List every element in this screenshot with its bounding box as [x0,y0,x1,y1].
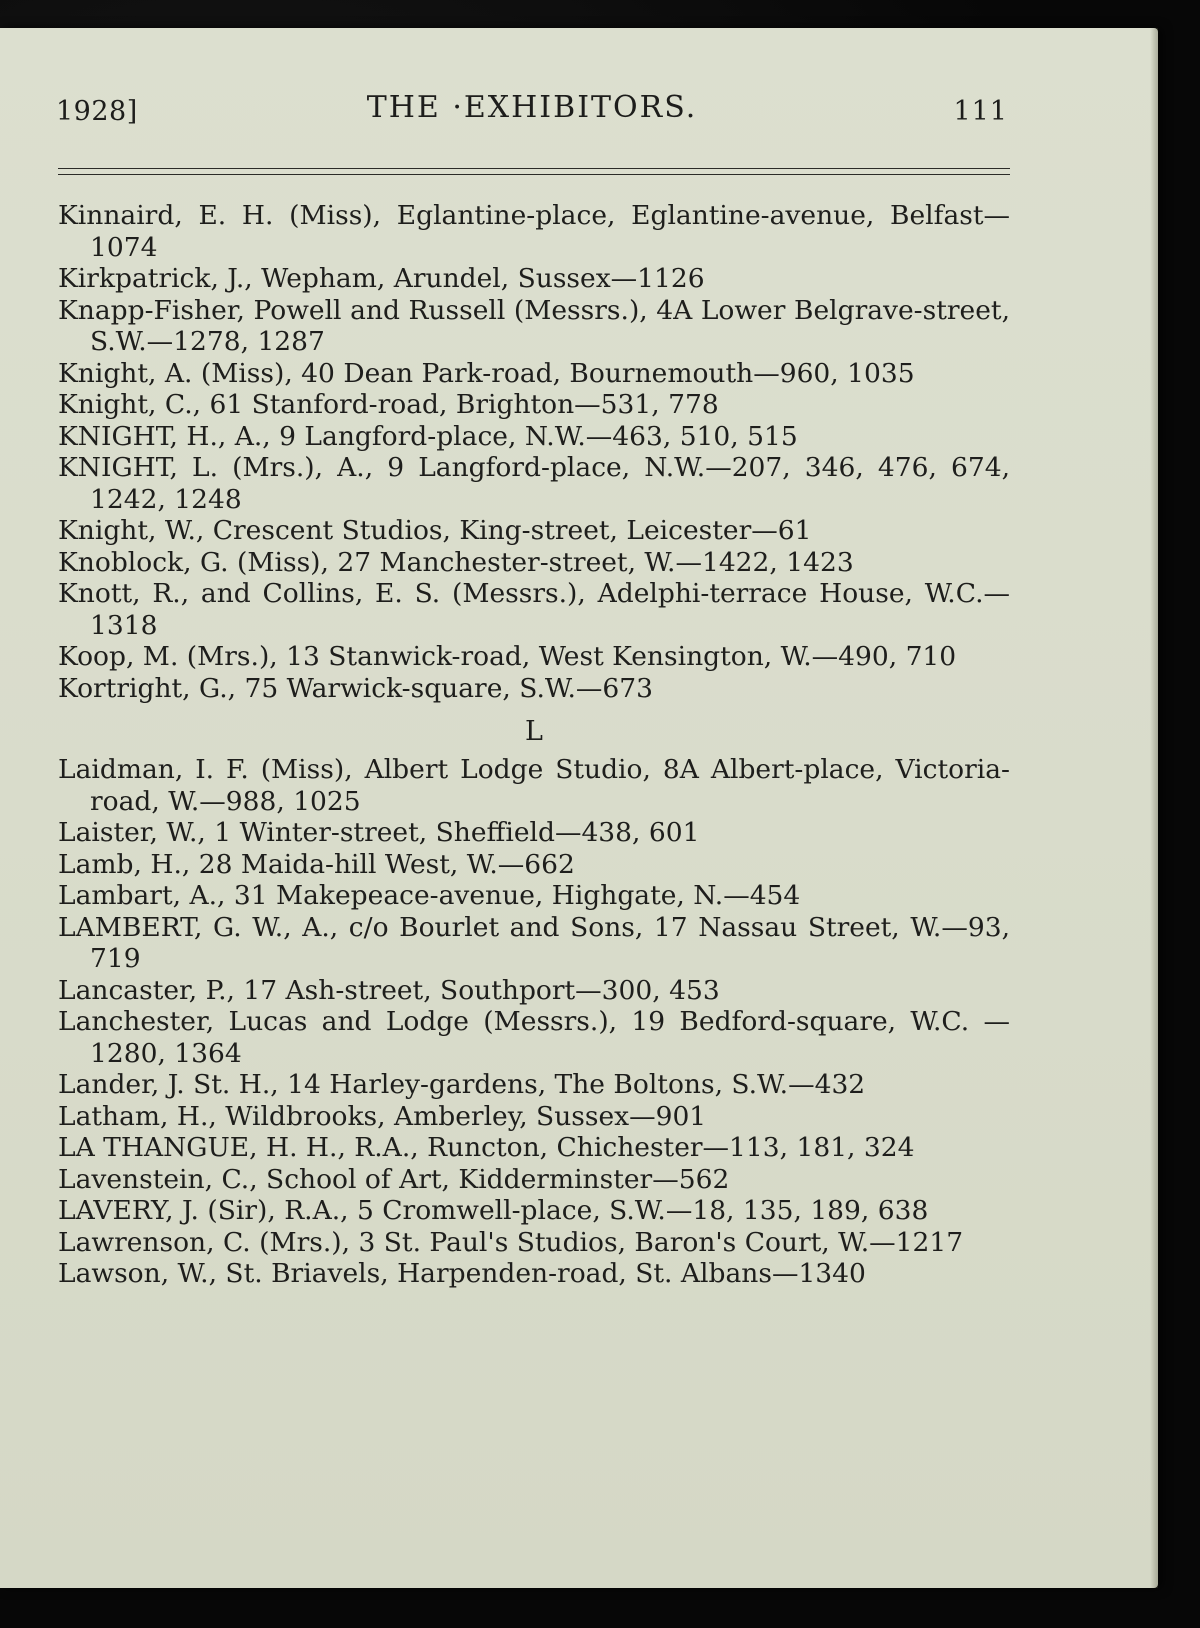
page-number: 111 [953,96,1008,127]
list-item: LAMBERT, G. W., A., c/o Bourlet and Sons, 17 Nassau Street, W.—93, 719 [58,911,1010,974]
list-item: Knoblock, G. (Miss), 27 Manchester-street, W.—1422, 1423 [58,546,854,578]
list-item: Kirkpatrick, J., Wepham, Arundel, Sussex—1126 [58,263,705,294]
list-item: Kinnaird, E. H. (Miss), Eglantine-place, Eglantine-avenue, Belfast—1074 [58,200,1010,263]
list-item: Knight, C., 61 Stanford-road, Brighton—531, 778 [58,389,719,420]
list-item: Lamb, H., 28 Maida-hill West, W.—662 [58,848,575,880]
list-item: Lawson, W., St. Briavels, Harpenden-road, St. Albans—1340 [58,1258,866,1289]
list-item: KNIGHT, L. (Mrs.), A., 9 Langford-place, N.W.—207, 346, 476, 674, 1242, 1248 [58,452,1010,515]
list-item: Lanchester, Lucas and Lodge (Messrs.), 19 Bedford-square, W.C. —1280, 1364 [58,1006,1010,1069]
list-item: Knapp-Fisher, Powell and Russell (Messrs.), 4A Lower Belgrave-street, S.W.—1278, 1287 [58,294,1010,357]
list-item: Laidman, I. F. (Miss), Albert Lodge Studio, 8A Albert-place, Victoria-road, W.—988, 1025 [58,754,1010,817]
header-rule-top [58,168,1010,169]
running-header [56,90,1008,134]
exhibitor-list [58,200,1010,1290]
list-item: Koop, M. (Mrs.), 13 Stanwick-road, West Kensington, W.—490, 710 [58,641,957,672]
list-item: Lambart, A., 31 Makepeace-avenue, Highgate, N.—454 [58,880,801,911]
list-item: Kortright, G., 75 Warwick-square, S.W.—673 [58,672,653,704]
list-item: LA THANGUE, H. H., R.A., Runcton, Chichester—113, 181, 324 [58,1132,915,1163]
list-item: Knott, R., and Collins, E. S. (Messrs.), Adelphi-terrace House, W.C.—1318 [58,578,1010,641]
page-edge-shadow [1150,28,1158,1588]
list-item: Lavenstein, C., School of Art, Kidderminster—562 [58,1163,730,1195]
book-page [0,28,1158,1588]
list-item: Lander, J. St. H., 14 Harley-gardens, The Boltons, S.W.—432 [58,1069,866,1100]
list-item: Lawrenson, C. (Mrs.), 3 St. Paul's Studios, Baron's Court, W.—1217 [58,1226,964,1258]
header-rule-bottom [58,174,1010,175]
header-title: THE ·EXHIBITORS. [366,90,698,125]
section-heading-l: L [525,716,543,747]
header-year: 1928] [56,96,138,127]
list-item: Knight, A. (Miss), 40 Dean Park-road, Bournemouth—960, 1035 [58,357,915,389]
list-item: KNIGHT, H., A., 9 Langford-place, N.W.—463, 510, 515 [58,420,798,452]
list-item: LAVERY, J. (Sir), R.A., 5 Cromwell-place, S.W.—18, 135, 189, 638 [58,1195,929,1226]
list-item: Latham, H., Wildbrooks, Amberley, Sussex—901 [58,1100,707,1132]
list-item: Knight, W., Crescent Studios, King-street, Leicester—61 [58,515,812,546]
list-item: Lancaster, P., 17 Ash-street, Southport—300, 453 [58,974,720,1006]
list-item: Laister, W., 1 Winter-street, Sheffield—438, 601 [58,817,700,848]
